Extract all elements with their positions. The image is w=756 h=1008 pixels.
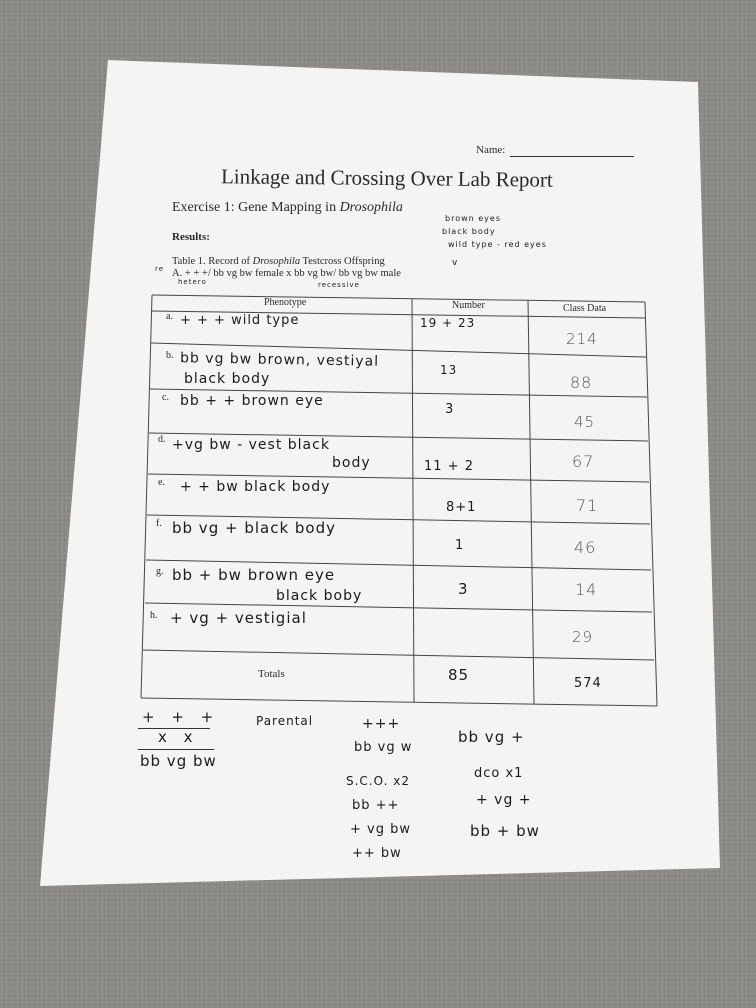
cross-mid: x x xyxy=(158,728,199,746)
exercise-heading-text: Exercise 1: Gene Mapping in xyxy=(172,200,340,215)
totals-number: 85 xyxy=(448,666,470,684)
header-number: Number xyxy=(452,300,485,311)
note-hetero: hetero xyxy=(178,278,207,286)
row-a-letter: a. xyxy=(166,311,173,322)
row-h-phenotype: + vg + vestigial xyxy=(170,609,307,627)
row-b-letter: b. xyxy=(166,350,174,361)
row-b-number: 13 xyxy=(440,363,458,377)
row-g-letter: g. xyxy=(156,566,164,577)
cross-bottom: bb vg bw xyxy=(140,752,217,770)
table-caption-text: Table 1. Record of xyxy=(172,256,253,267)
name-label: Name: xyxy=(476,144,506,156)
row-e-letter: e. xyxy=(158,477,165,488)
page-title: Linkage and Crossing Over Lab Report xyxy=(220,164,553,192)
note-recessive: recessive xyxy=(318,281,360,289)
results-label: Results: xyxy=(172,231,210,243)
cross-top: + + + xyxy=(142,708,220,726)
row-a-class: 214 xyxy=(566,330,598,348)
row-f-phenotype: bb vg + black body xyxy=(172,519,336,537)
header-phenotype: Phenotype xyxy=(264,297,307,308)
row-h-class: 29 xyxy=(572,628,594,646)
dco-label: dco x1 xyxy=(474,766,524,781)
row-a-number: 19 + 23 xyxy=(420,316,476,330)
note-re: re xyxy=(155,265,165,273)
note-black-body: black body xyxy=(442,227,496,236)
parental-2: bb vg w xyxy=(354,740,413,755)
row-e-class: 71 xyxy=(576,496,599,515)
row-d-class: 67 xyxy=(572,452,595,471)
row-e-number: 8+1 xyxy=(446,500,477,515)
row-d-phenotype-2: body xyxy=(332,455,371,471)
row-c-number: 3 xyxy=(445,402,455,417)
cross-underline-2 xyxy=(138,749,214,750)
right-1: bb vg + xyxy=(458,728,525,746)
totals-label: Totals xyxy=(258,668,285,680)
row-b-class: 88 xyxy=(570,373,593,392)
sco-2: + vg bw xyxy=(350,822,411,837)
note-wild-type: wild type - red eyes xyxy=(448,240,547,249)
row-g-class: 14 xyxy=(575,580,598,599)
row-b-phenotype-2: black body xyxy=(184,371,271,387)
row-g-number: 3 xyxy=(458,580,469,598)
row-e-phenotype: + + bw black body xyxy=(180,479,331,495)
header-class-data: Class Data xyxy=(563,303,607,314)
table-caption-species: Drosophila xyxy=(252,256,301,267)
row-f-number: 1 xyxy=(455,538,465,553)
sco-label: S.C.O. x2 xyxy=(346,774,410,788)
row-f-class: 46 xyxy=(574,538,597,557)
row-a-phenotype: + + + wild type xyxy=(180,313,300,328)
row-c-phenotype: bb + + brown eye xyxy=(180,393,324,409)
note-brown-eyes: brown eyes xyxy=(445,214,501,223)
row-b-phenotype-1: bb vg bw brown, vestiyal xyxy=(179,350,380,370)
parental-1: +++ xyxy=(362,716,401,732)
dco-1: + vg + xyxy=(476,792,532,808)
row-f-letter: f. xyxy=(156,518,162,529)
sco-1: bb ++ xyxy=(352,798,400,813)
row-d-number: 11 + 2 xyxy=(424,459,474,474)
row-c-letter: c. xyxy=(162,392,169,403)
table-caption-suffix: Testcross Offspring xyxy=(300,256,385,267)
row-g-phenotype-1: bb + bw brown eye xyxy=(172,566,336,584)
parental-label: Parental xyxy=(256,714,314,728)
cross-line: A. + + +/ bb vg bw female x bb vg bw/ bb vg bw male xyxy=(172,268,401,279)
row-h-letter: h. xyxy=(150,610,158,621)
sco-3: ++ bw xyxy=(352,846,402,861)
note-check: v xyxy=(452,258,459,268)
row-d-letter: d. xyxy=(158,434,166,445)
row-d-phenotype-1: +vg bw - vest black xyxy=(172,437,330,453)
totals-class: 574 xyxy=(574,676,602,691)
exercise-heading-species: Drosophila xyxy=(339,200,403,215)
row-g-phenotype-2: black boby xyxy=(276,588,363,604)
dco-2: bb + bw xyxy=(470,822,540,840)
row-c-class: 45 xyxy=(574,413,596,431)
